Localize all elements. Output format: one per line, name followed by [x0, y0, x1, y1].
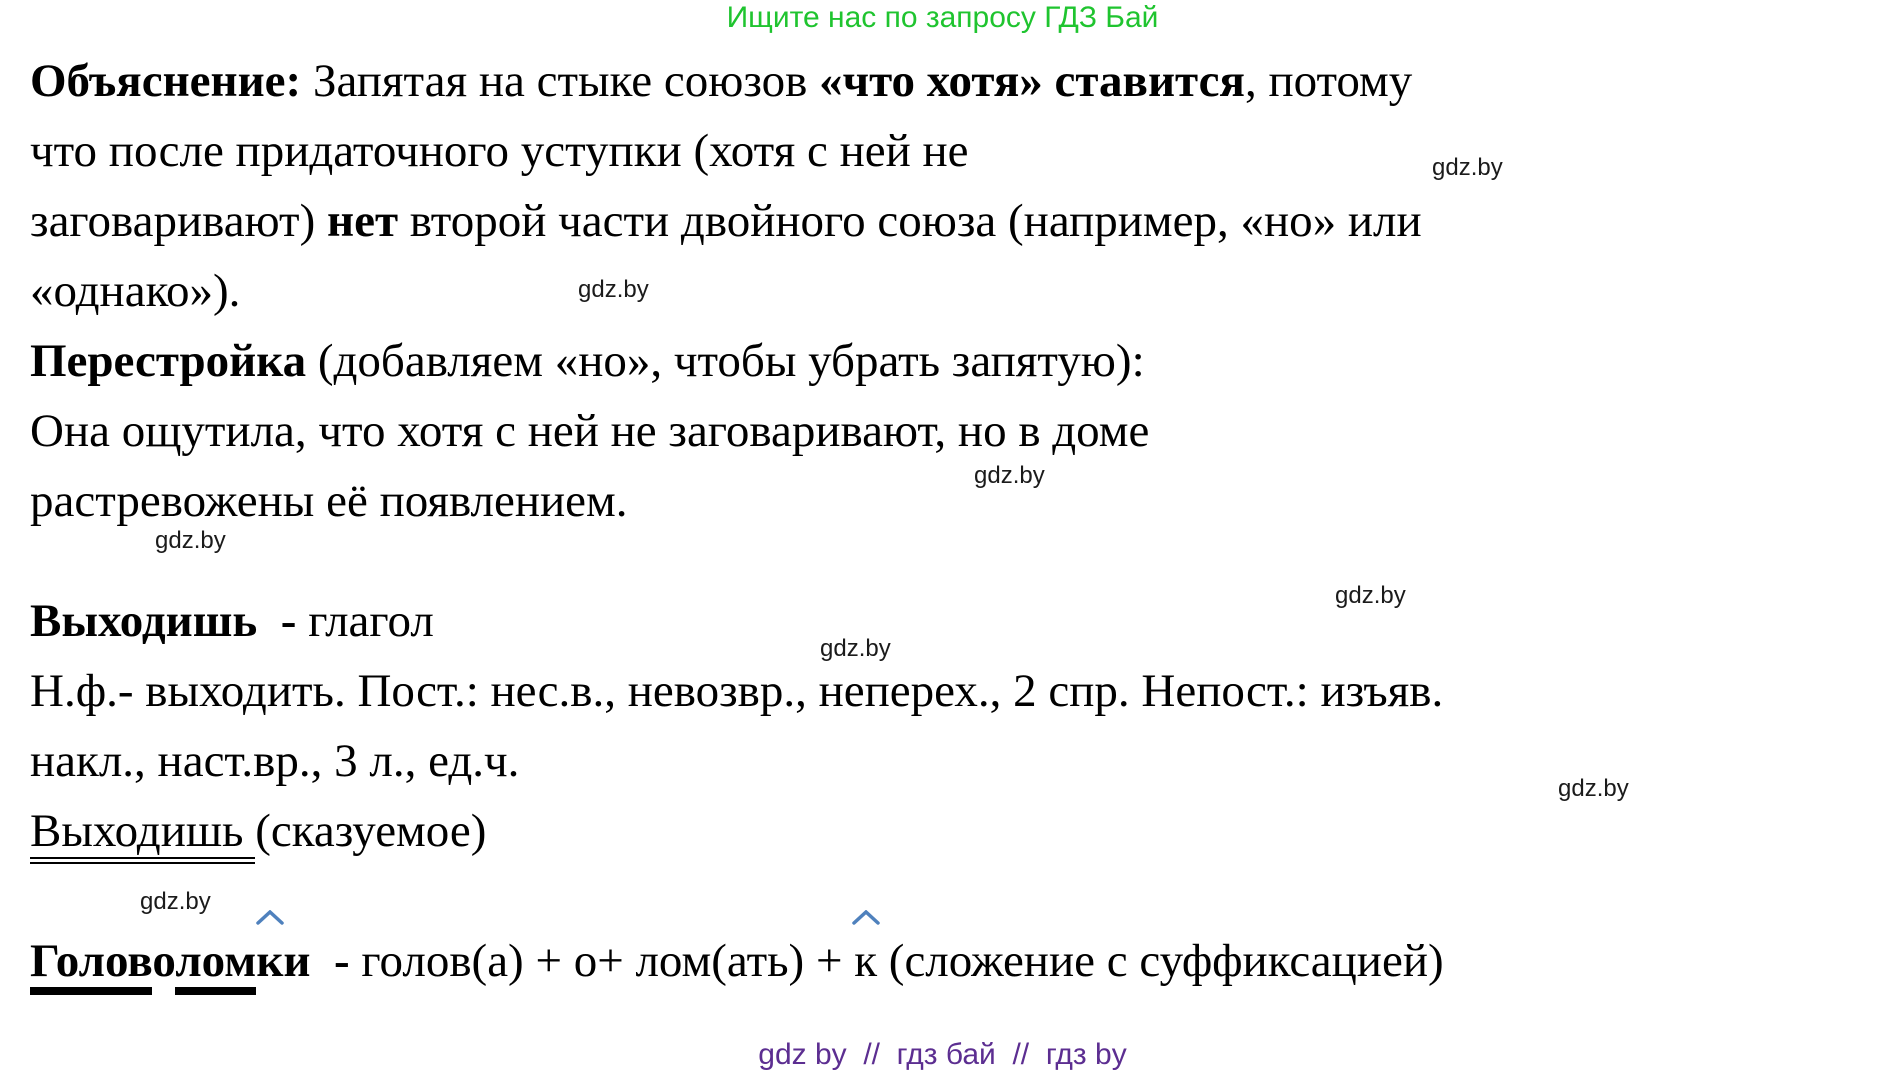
formula-segment: голов(а) + о+ лом(ать) +: [349, 935, 855, 987]
suffix-caret-icon: [851, 910, 881, 925]
text-segment: второй части двойного союза (например, «но» или: [398, 195, 1422, 247]
explanation-label: Объяснение:: [30, 55, 302, 107]
verb-analysis-paragraph: [30, 586, 1865, 866]
gdzby-watermark: gdz.by: [578, 276, 649, 303]
root-1-segment: Голов: [30, 935, 152, 995]
text-line: [30, 46, 1865, 116]
verb-word-bold: Выходишь -: [30, 595, 297, 647]
text-segment-bold: нет: [327, 195, 399, 247]
rearrangement-label: Перестройка: [30, 335, 307, 387]
promo-header: Ищите нас по запросу ГДЗ Бай: [726, 1, 1159, 34]
suffix-letter: к: [256, 935, 284, 987]
text-segment: (сказуемое): [255, 805, 487, 857]
gdzby-watermark: gdz.by: [155, 527, 226, 554]
suffix-letter: к: [854, 935, 878, 987]
text-segment: , потому: [1244, 55, 1413, 107]
explanation-paragraph: [30, 46, 1865, 326]
text-line: [30, 926, 1865, 996]
formula-tail: (сложение с суффиксацией): [877, 935, 1444, 987]
site-footer: gdz by // гдз бай // гдз by: [758, 1038, 1127, 1071]
gdzby-watermark: gdz.by: [974, 462, 1045, 489]
text-line: [30, 466, 1865, 536]
text-line: [30, 186, 1865, 256]
gdzby-watermark: gdz.by: [820, 635, 891, 662]
text-segment: растревожены её появлением.: [30, 475, 628, 527]
text-segment: заговаривают): [30, 195, 327, 247]
gdzby-watermark: gdz.by: [1558, 775, 1629, 802]
gdzby-watermark: gdz.by: [1335, 582, 1406, 609]
ending-letter: и: [283, 935, 311, 987]
document-body: [30, 46, 1865, 996]
text-line: [30, 116, 1865, 186]
text-segment-bold: «что хотя» ставится: [819, 55, 1245, 107]
suffix-with-caret: [854, 926, 877, 996]
text-segment: глагол: [296, 595, 434, 647]
predicate-underlined-word: Выходишь: [30, 805, 255, 864]
suffix-caret-icon: [255, 910, 285, 925]
connector-vowel: о: [152, 935, 176, 987]
text-segment: накл., наст.вр., 3 л., ед.ч.: [30, 735, 520, 787]
text-line: [30, 796, 1865, 866]
suffix-with-caret: [256, 926, 283, 996]
text-segment: Запятая на стыке союзов: [301, 55, 820, 107]
dash-segment: -: [310, 935, 350, 987]
root-2-segment: лом: [175, 935, 256, 995]
text-line: [30, 586, 1865, 656]
text-segment: Н.ф.- выходить. Пост.: нес.в., невозвр., неперех., 2 спр. Непост.: изъяв.: [30, 665, 1444, 717]
text-line: [30, 656, 1865, 726]
text-segment: Она ощутила, что хотя с ней не заговаривают, но в доме: [30, 405, 1150, 457]
text-line: [30, 396, 1865, 466]
rearrangement-paragraph: [30, 326, 1865, 536]
text-line: [30, 326, 1865, 396]
text-segment: что после придаточного уступки (хотя с ней не: [30, 125, 969, 177]
text-line: [30, 256, 1865, 326]
text-segment: (добавляем «но», чтобы убрать запятую):: [306, 335, 1145, 387]
gdzby-watermark: gdz.by: [140, 888, 211, 915]
text-segment: «однако»).: [30, 265, 241, 317]
gdzby-watermark: gdz.by: [1432, 154, 1503, 181]
word-formation-paragraph: [30, 926, 1865, 996]
